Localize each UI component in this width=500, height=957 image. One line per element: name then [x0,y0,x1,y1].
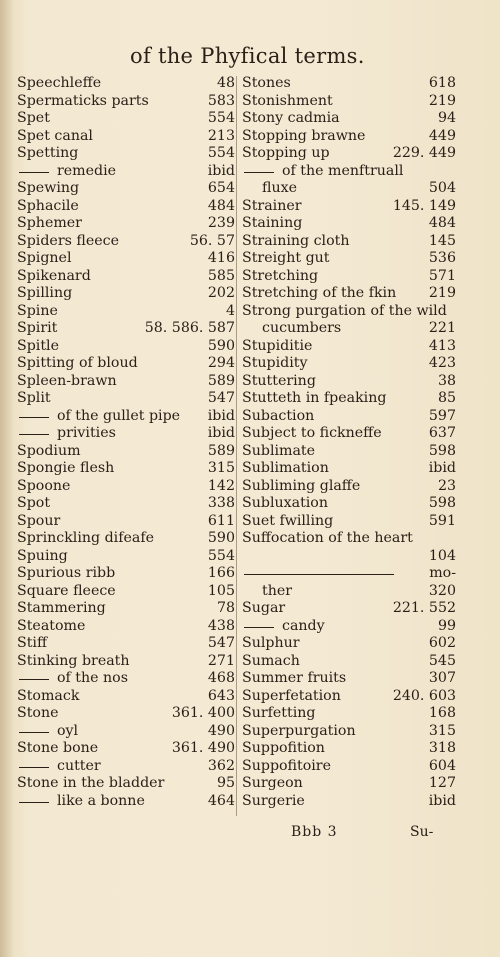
index-entry [242,583,456,601]
entry-page: 597 [428,407,456,424]
entry-page: 85 [437,390,456,406]
entry-page: 315 [428,722,456,739]
index-entry [17,355,235,373]
entry-term: Sumach [242,652,300,669]
entry-page: 643 [207,687,235,704]
entry-page: 554 [207,547,235,564]
entry-page: 554 [207,110,235,126]
entry-page: 637 [428,425,456,441]
index-entry [17,408,235,426]
entry-page: 413 [428,337,456,354]
entry-page: 240. 603 [392,687,456,704]
index-entry [242,758,456,776]
entry-term: Stone bone [17,740,99,756]
entry-term: Sublimation [242,460,329,476]
index-entry [242,723,456,741]
ditto-dash [19,417,49,418]
entry-page: 213 [207,127,235,144]
entry-term: Spet [17,110,50,126]
entry-term: Streight gut [242,250,330,266]
index-entry [242,268,456,286]
entry-page: 320 [428,582,456,599]
entry-page: 484 [428,215,456,231]
index-entry [242,565,456,583]
entry-page: 464 [207,792,235,809]
entry-page: ibid [428,792,456,809]
entry-page: 361. 490 [171,740,235,756]
index-entry [17,618,235,636]
entry-term: Spine [17,302,58,319]
entry-page: 104 [428,547,456,564]
index-entry [17,285,235,303]
entry-page: ibid [207,407,235,424]
ditto-dash [19,172,49,173]
entry-page: 547 [207,635,235,651]
entry-term: Subliming glaffe [242,477,361,494]
entry-term: Staining [242,215,303,231]
entry-page: 142 [207,477,235,494]
entry-page: 602 [428,635,456,651]
entry-term: Spikenard [17,267,91,284]
entry-term: Subaction [242,407,315,424]
index-entry [242,198,456,216]
index-entry [242,705,456,723]
entry-page: 48 [216,75,235,91]
entry-page: mo- [429,565,456,581]
entry-term: Stretching of the fkin [242,285,397,301]
running-head: of the Phyfical terms. [130,44,365,68]
index-entry [17,653,235,671]
entry-page: 604 [428,757,456,774]
entry-term: Stopping up [242,145,330,161]
index-entry [17,740,235,758]
entry-page: 438 [207,617,235,634]
index-entry [242,303,456,321]
index-entry [242,548,456,566]
entry-term: Suet fwilling [242,512,334,529]
entry-page: 416 [207,250,235,266]
entry-page: 239 [207,215,235,231]
entry-term: remedie [57,162,117,179]
entry-page: 361. 400 [171,705,235,721]
index-entry [242,408,456,426]
index-entry [242,635,456,653]
index-entry [17,425,235,443]
index-entry [17,303,235,321]
index-entry [17,93,235,111]
entry-term: Stiff [17,635,48,651]
entry-term: Spoone [17,477,71,494]
ditto-dash [244,574,394,575]
entry-page: 78 [216,600,235,616]
gutter-shadow [0,0,14,957]
entry-page: 294 [207,355,235,371]
entry-term: Spitle [17,337,59,354]
index-entry [242,740,456,758]
ditto-dash [19,679,49,680]
index-entry [242,233,456,251]
index-entry [17,198,235,216]
index-entry [242,530,456,548]
index-entry [17,373,235,391]
index-entry [242,338,456,356]
index-entry [242,163,456,181]
entry-term: cucumbers [262,320,342,336]
entry-term: Spleen-brawn [17,372,117,389]
entry-term: Stone in the bladder [17,775,165,791]
entry-term: Spignel [17,250,72,266]
entry-page: 611 [207,512,235,529]
entry-page: 38 [437,372,456,389]
entry-term: Spodium [17,442,81,459]
index-entry [17,705,235,723]
entry-term: Stone [17,705,59,721]
index-entry [242,513,456,531]
entry-term: Spetting [17,145,79,161]
ditto-dash [19,767,49,768]
index-entry [17,163,235,181]
entry-term: Subject to fickneffe [242,425,382,441]
entry-term: Stones [242,75,291,91]
index-entry [242,128,456,146]
entry-term: Spurious ribb [17,565,116,581]
index-entry [17,390,235,408]
entry-page: 202 [207,285,235,301]
entry-term: Steatome [17,617,86,634]
entry-page: 484 [207,197,235,214]
entry-page: 554 [207,145,235,161]
entry-term: candy [282,617,325,634]
index-entry [242,478,456,496]
index-entry [17,460,235,478]
index-entry [17,723,235,741]
entry-page: 589 [207,442,235,459]
entry-page: 504 [428,180,456,196]
index-entry [242,93,456,111]
index-entry [17,128,235,146]
index-entry [242,688,456,706]
index-entry [242,355,456,373]
index-entry [17,215,235,233]
entry-term: Spilling [17,285,73,301]
index-entry [17,180,235,198]
entry-page: 545 [428,652,456,669]
ditto-dash [19,802,49,803]
entry-page: 166 [207,565,235,581]
index-entry [242,320,456,338]
ditto-dash [19,732,49,733]
entry-page: 338 [207,495,235,511]
entry-term: ther [262,582,293,599]
entry-page: 95 [216,775,235,791]
index-entry [242,670,456,688]
entry-term: Strainer [242,197,302,214]
entry-term: Sphacile [17,197,79,214]
entry-page: 585 [207,267,235,284]
entry-page: ibid [428,460,456,476]
entry-page: 318 [428,740,456,756]
signature-mark: Bbb 3 [291,824,338,840]
entry-page: 598 [428,495,456,511]
entry-term: Sprinckling difeafe [17,530,154,546]
index-entry [17,548,235,566]
entry-term: Sphemer [17,215,82,231]
entry-page: 99 [437,617,456,634]
index-entry [17,110,235,128]
index-entry [17,75,235,93]
entry-term: Stinking breath [17,652,130,669]
entry-term: Sulphur [242,635,300,651]
entry-term: Spour [17,512,61,529]
entry-page: 145. 149 [392,197,456,214]
entry-page: 571 [428,267,456,284]
entry-term: Surfetting [242,705,316,721]
entry-term: Superfetation [242,687,341,704]
index-entry [17,443,235,461]
entry-term: Summer fruits [242,670,347,686]
index-entry [17,793,235,811]
entry-page: 127 [428,775,456,791]
index-entry [17,565,235,583]
entry-page: 94 [437,110,456,126]
entry-page: 4 [225,302,235,319]
entry-page: 591 [428,512,456,529]
entry-page: 490 [207,722,235,739]
entry-term: privities [57,425,116,441]
index-entry [17,145,235,163]
index-entry [17,250,235,268]
entry-term: Stuttering [242,372,316,389]
entry-page: 468 [207,670,235,686]
index-entry [17,338,235,356]
column-rule [236,76,237,816]
entry-term: Spot [17,495,51,511]
entry-term: Spuing [17,547,68,564]
index-entry [242,618,456,636]
index-entry [17,268,235,286]
index-entry [242,443,456,461]
entry-term: Spermaticks parts [17,92,149,109]
index-entry [17,775,235,793]
index-entry [17,600,235,618]
entry-page: 315 [207,460,235,476]
index-entry [17,758,235,776]
entry-term: fluxe [262,180,297,196]
entry-term: Stomack [17,687,80,704]
entry-term: cutter [57,757,101,774]
index-entry [17,478,235,496]
index-entry [242,285,456,303]
entry-page: 362 [207,757,235,774]
ditto-dash [244,172,274,173]
entry-page: 56. 57 [189,232,235,249]
entry-term: Superpurgation [242,722,356,739]
index-entry [17,513,235,531]
index-entry [242,793,456,811]
entry-term: Suffocation of the heart [242,530,413,546]
entry-term: Stretching [242,267,319,284]
entry-term: Subluxation [242,495,328,511]
entry-page: 423 [428,355,456,371]
entry-term: Stopping brawne [242,127,366,144]
entry-page: 547 [207,390,235,406]
index-entry [242,775,456,793]
entry-page: 105 [207,582,235,599]
entry-page: 168 [428,705,456,721]
entry-page: 219 [428,285,456,301]
entry-page: 221. 552 [392,600,456,616]
catchword: Su- [410,824,434,840]
index-entry [242,145,456,163]
entry-page: 583 [207,92,235,109]
entry-term: like a bonne [57,792,145,809]
index-entry [242,215,456,233]
index-entry [17,670,235,688]
entry-page: 271 [207,652,235,669]
index-entry [242,425,456,443]
entry-term: Spitting of bloud [17,355,138,371]
index-entry [242,653,456,671]
index-entry [242,390,456,408]
entry-page: 618 [428,75,456,91]
entry-term: Spirit [17,320,58,336]
entry-page: 590 [207,530,235,546]
entry-term: Sugar [242,600,286,616]
entry-page: ibid [207,425,235,441]
entry-page: 654 [207,180,235,196]
entry-page: 536 [428,250,456,266]
entry-term: Speechleffe [17,75,102,91]
entry-term: Spet canal [17,127,93,144]
entry-page: 589 [207,372,235,389]
entry-page: 307 [428,670,456,686]
entry-page: 145 [428,232,456,249]
index-entry [17,495,235,513]
index-entry [242,250,456,268]
entry-term: of the gullet pipe [57,407,181,424]
index-column-right [242,75,456,810]
entry-term: Stupidity [242,355,308,371]
entry-term: of the nos [57,670,129,686]
entry-term: Sublimate [242,442,316,459]
index-entry [242,460,456,478]
entry-term: oyl [57,722,79,739]
entry-page: 229. 449 [392,145,456,161]
index-entry [17,688,235,706]
entry-term: Strong purgation of the wild [242,302,447,319]
entry-term: Stupiditie [242,337,313,354]
entry-term: of the menftruall [282,162,404,179]
index-entry [242,180,456,198]
entry-term: Spiders fleece [17,232,119,249]
entry-term: Spewing [17,180,80,196]
index-entry [17,320,235,338]
index-entry [17,233,235,251]
index-entry [242,75,456,93]
entry-term: Split [17,390,51,406]
index-entry [242,495,456,513]
index-entry [17,583,235,601]
entry-term: Spongie flesh [17,460,115,476]
index-entry [242,110,456,128]
entry-page: 221 [428,320,456,336]
index-entry [17,635,235,653]
entry-term: Stutteth in fpeaking [242,390,387,406]
entry-page: 449 [428,127,456,144]
entry-page: 590 [207,337,235,354]
entry-page: 598 [428,442,456,459]
entry-page: ibid [207,162,235,179]
entry-term: Square fleece [17,582,116,599]
entry-page: 58. 586. 587 [144,320,235,336]
entry-term: Straining cloth [242,232,350,249]
entry-term: Suppofition [242,740,325,756]
entry-page: 219 [428,92,456,109]
index-column-left [17,75,235,810]
entry-term: Stammering [17,600,106,616]
ditto-dash [244,627,274,628]
index-entry [242,600,456,618]
entry-term: Surgerie [242,792,305,809]
ditto-dash [19,434,49,435]
index-entry [242,373,456,391]
entry-term: Stonishment [242,92,333,109]
entry-term: Suppofitoire [242,757,331,774]
entry-page: 23 [437,477,456,494]
entry-term: Stony cadmia [242,110,340,126]
entry-term: Surgeon [242,775,303,791]
index-entry [17,530,235,548]
